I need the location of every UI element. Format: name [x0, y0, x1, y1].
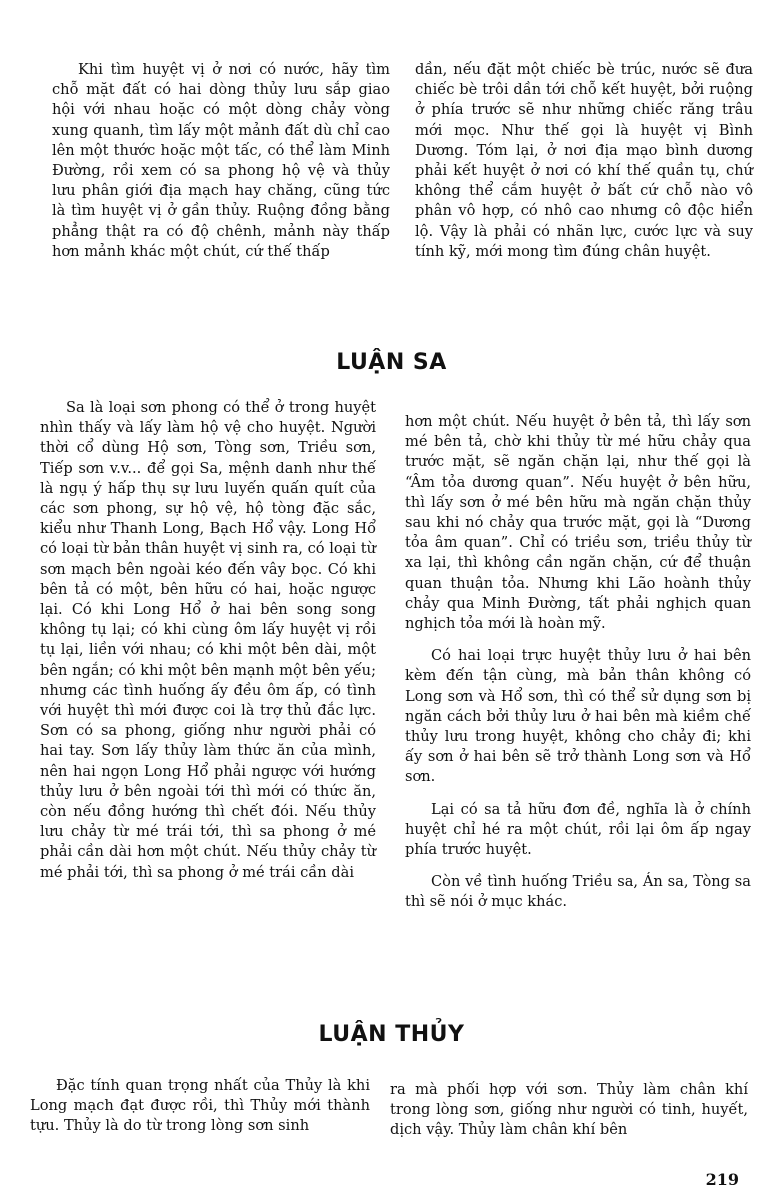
paragraph: ra mà phối hợp với sơn. Thủy làm chân khí trong lòng sơn, giống như người có tinh, huyết, dịch vậy. Thủy làm chân khí bên	[390, 1081, 748, 1139]
section-title-luan-sa: LUẬN SA	[336, 350, 447, 375]
paragraph: Lại có sa tả hữu đơn đề, nghĩa là ở chính huyệt chỉ hé ra một chút, rồi lại ôm ấp ngay phía trước huyệt.	[405, 800, 751, 859]
section3-right-column	[390, 1080, 748, 1153]
paragraph: Có hai loại trực huyệt thủy lưu ở hai bên kèm đến tận cùng, mà bản thân không có Long sơn và Hổ sơn, thì có thể sử dụng sơn bị ngăn cách bởi thủy lưu ở hai bên mà kiềm chế thủy lưu trong huyệt, không cho chảy đi; khi ấy sơn ở hai bên sẽ trở thành Long sơn và Hổ sơn.	[405, 647, 751, 786]
section2-right-column	[405, 412, 751, 925]
paragraph: Đặc tính quan trọng nhất của Thủy là khi Long mạch đạt được rồi, thì Thủy mới thành tựu. Thủy là do từ trong lòng sơn sinh	[30, 1077, 370, 1135]
section3-left-column	[30, 1076, 370, 1149]
section-title-luan-thuy: LUẬN THỦY	[318, 1022, 465, 1047]
paragraph: hơn một chút. Nếu huyệt ở bên tả, thì lấy sơn mé bên tả, chờ khi thủy từ mé hữu chảy qua trước mặt, sẽ ngăn chặn lại, như thế gọi là “Âm tỏa dương quan”. Nếu huyệt ở bên hữu, thì lấy sơn ở mé bên hữu mà ngăn chặn thủy sau khi nó chảy qua trước mặt, gọi là “Dương tỏa âm quan”. Chỉ có triều sơn, triều thủy từ xa lại, thì không cần ngăn chặn, cứ để thuận quan thuận tỏa. Nhưng khi Lão hoành thủy chảy qua Minh Đường, tất phải nghịch quan nghịch tỏa mới là hoàn mỹ.	[405, 413, 751, 633]
section1-right-column	[415, 60, 753, 274]
paragraph: Còn về tình huống Triều sa, Án sa, Tòng sa thì sẽ nói ở mục khác.	[405, 873, 751, 911]
page-number: 219	[705, 1170, 739, 1189]
paragraph: Sa là loại sơn phong có thể ở trong huyệt nhìn thấy và lấy làm hộ vệ cho huyệt. Người thời cổ dùng Hộ sơn, Tòng sơn, Triều sơn, Tiếp sơn v.v... để gọi Sa, mệnh danh như thế là ngụ ý hấp thụ sự lưu luyến quấn quít của các sơn phong, sự hộ vệ, hộ tòng đặc sắc, kiểu như Thanh Long, Bạch Hổ vậy. Long Hổ có loại từ bản thân huyệt vị sinh ra, có loại từ sơn mạch bên ngoài kéo đến vây bọc. Có khi bên tả có một, bên hữu có hai, hoặc ngược lại. Có khi Long Hổ ở hai bên song song không tụ lại; có khi cùng ôm lấy huyệt vị rồi tụ lại, liền với nhau; có khi một bên dài, một bên ngắn; có khi một bên mạnh một bên yếu; nhưng các tình huống ấy đều ôm ấp, có tình với huyệt thì mới được coi là trợ thủ đắc lực. Sơn có sa phong, giống như người phải có hai tay. Sơn lấy thủy làm thức ăn của mình, nên hai ngọn Long Hổ phải ngược với hướng thủy lưu ở bên ngoài tới thì mới có thức ăn, còn nếu đồng hướng thì chết đói. Nếu thủy lưu chảy từ mé trái tới, thì sa phong ở mé phải cần dài hơn một chút. Nếu thủy chảy từ mé phải tới, thì sa phong ở mé trái cần dài	[40, 399, 376, 881]
section2-left-column	[40, 398, 376, 895]
paragraph: Khi tìm huyệt vị ở nơi có nước, hãy tìm chỗ mặt đất có hai dòng thủy lưu sắp giao hội với nhau hoặc có một dòng chảy vòng xung quanh, tìm lấy một mảnh đất dù chỉ cao lên một thước hoặc một tấc, có thể làm Minh Đường, rồi xem có sa phong hộ vệ và thủy lưu phân giới địa mạch hay chăng, cũng tức là tìm huyệt vị ở gần thủy. Ruộng đồng bằng phẳng thật ra có độ chênh, mảnh này thấp hơn mảnh khác một chút, cứ thế thấp	[52, 61, 390, 260]
section1-left-column	[52, 60, 390, 274]
paragraph: dần, nếu đặt một chiếc bè trúc, nước sẽ đưa chiếc bè trôi dần tới chỗ kết huyệt, bởi ruộng ở phía trước sẽ như những chiếc răng trâu mới mọc. Như thế gọi là huyệt vị Bình Dương. Tóm lại, ở nơi địa mạo bình dương phải kết huyệt ở nơi có khí thế quần tụ, chứ không thể cắm huyệt ở bất cứ chỗ nào vô phân vô hợp, có nhô cao nhưng cô độc hiển lộ. Vậy là phải có nhãn lực, cước lực và suy tính kỹ, mới mong tìm đúng chân huyệt.	[415, 61, 753, 260]
